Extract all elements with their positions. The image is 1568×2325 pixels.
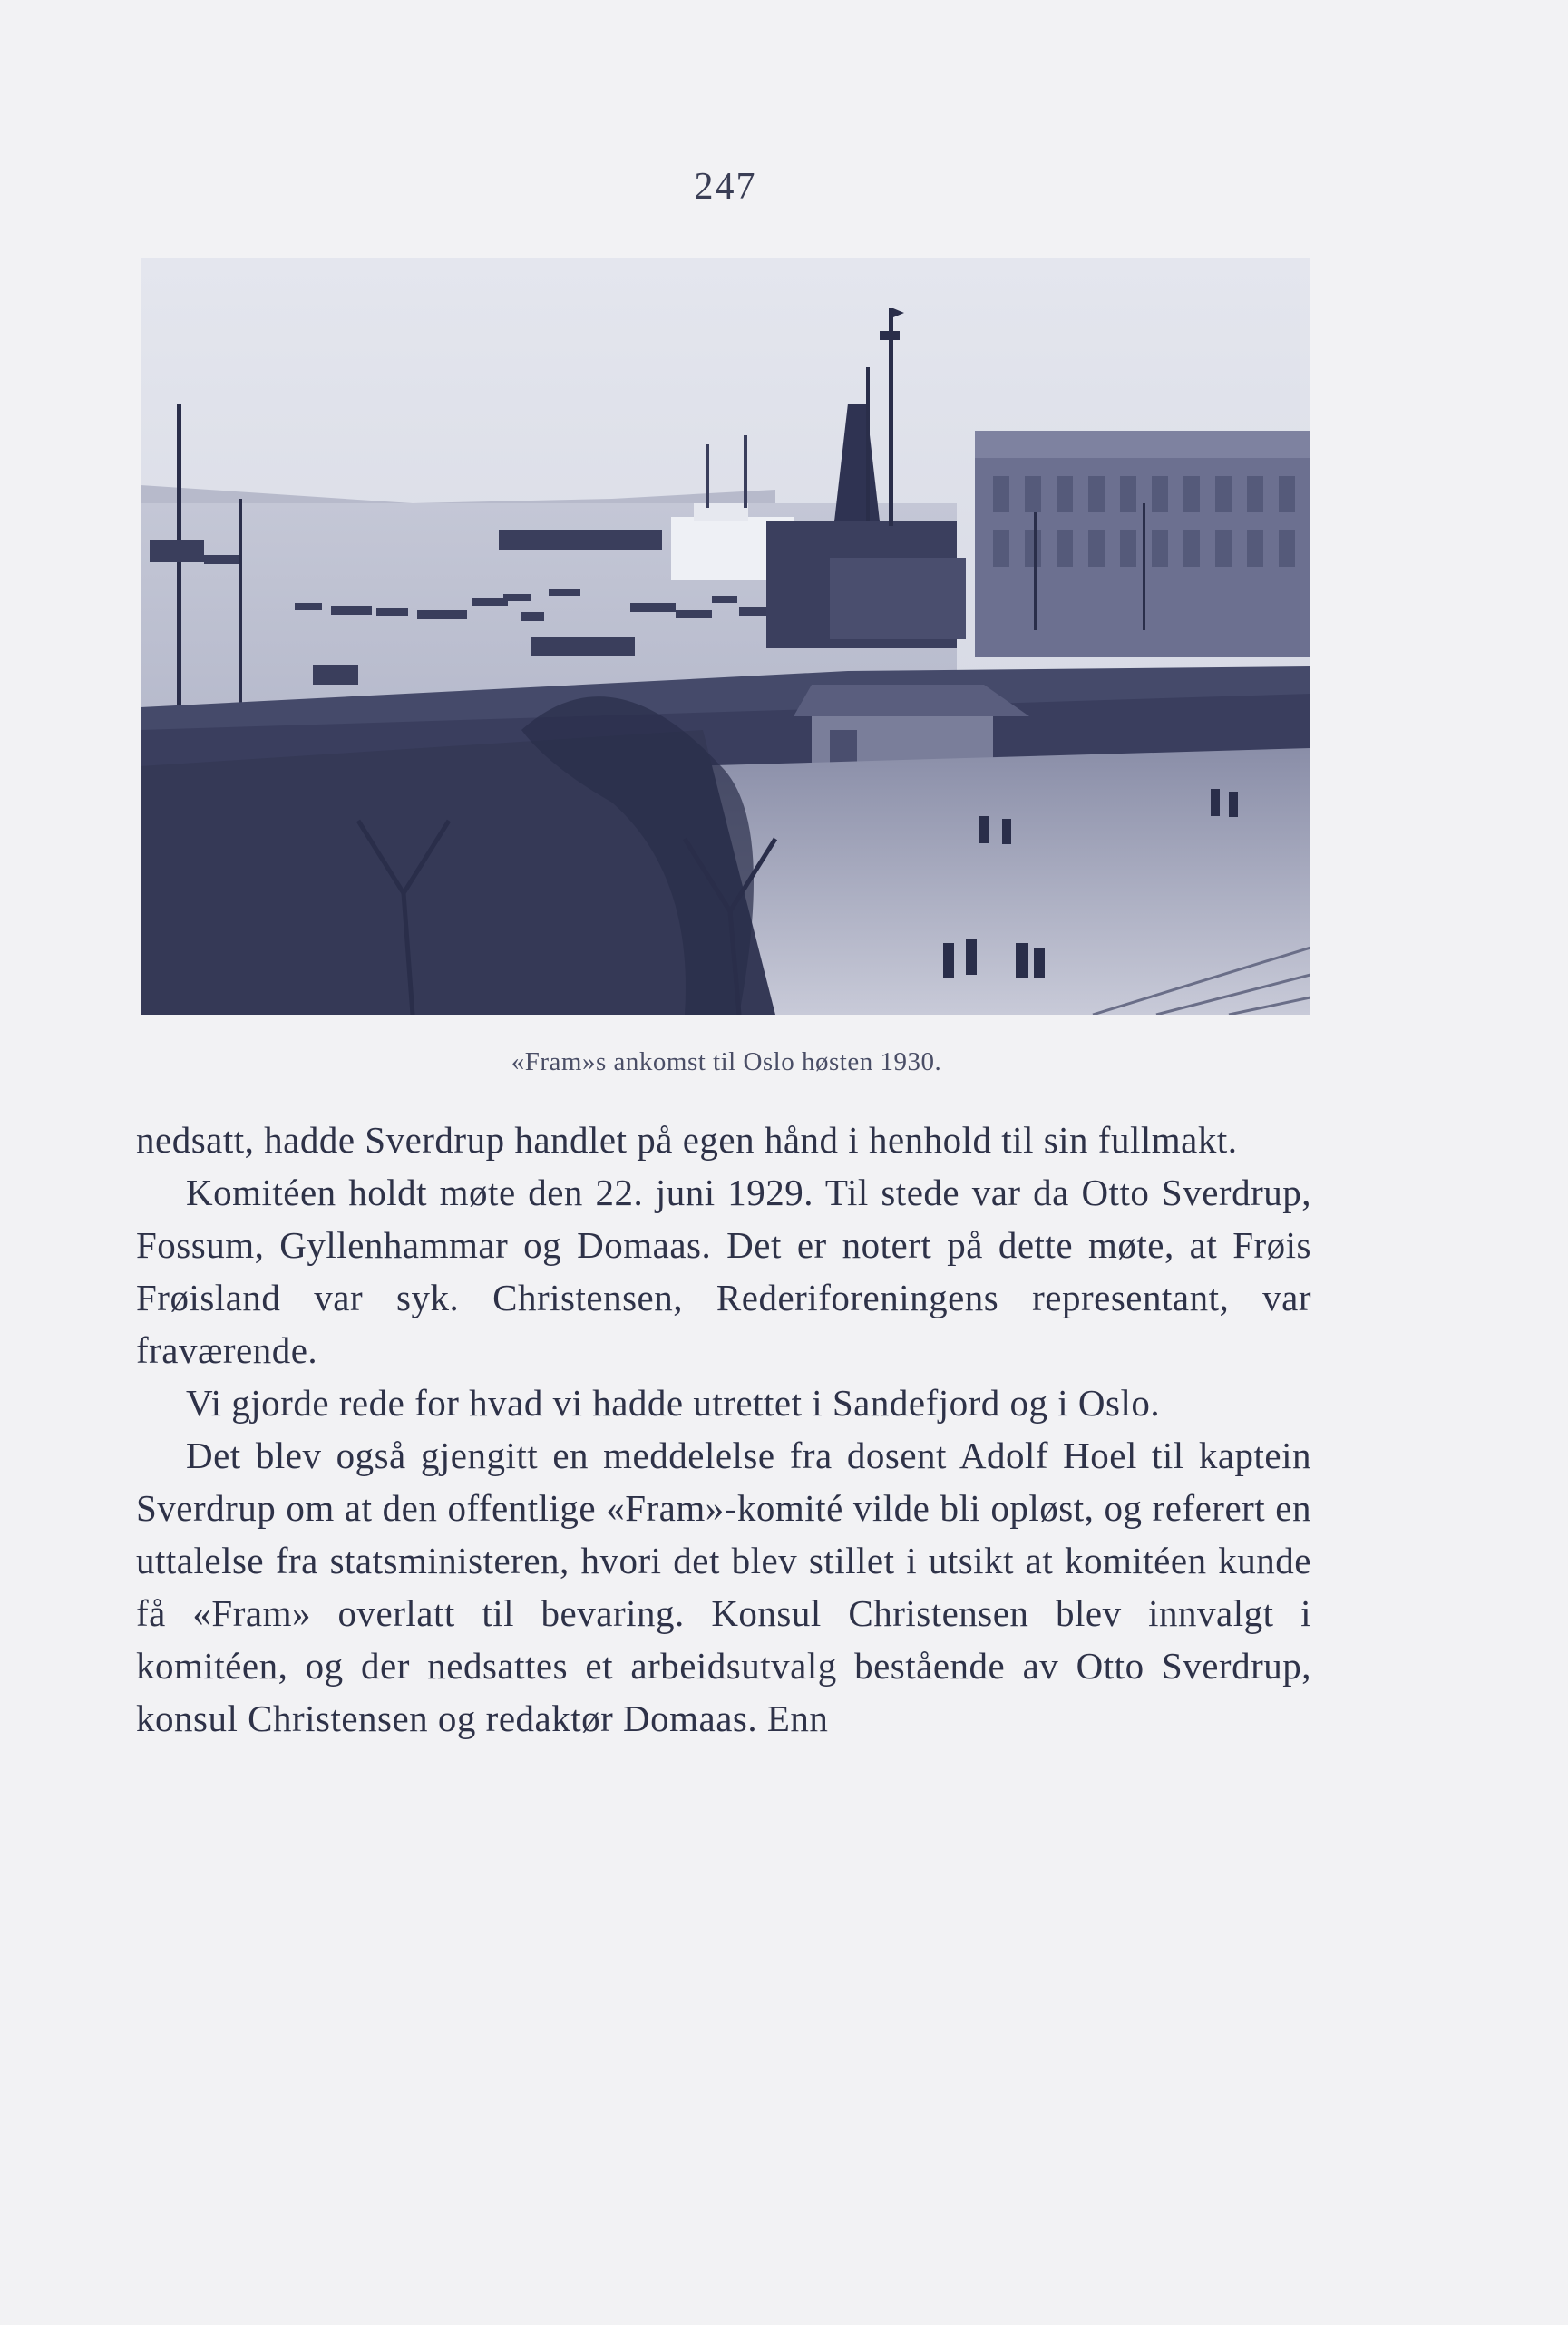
harbor-photo-illustration — [141, 258, 1310, 1015]
paragraph-4: Det blev også gjengitt en meddelelse fra dosent Adolf Hoel til kaptein Sverdrup om at den offentlige «Fram»-komité vilde bli opløst, og referert en uttalelse fra statsministeren, hvori det blev stillet i utsikt at komitéen kunde få «Fram» overlatt til bevaring. Konsul Christensen blev innvalgt i komitéen, og der nedsattes et arbeidsutvalg bestående av Otto Sverdrup, konsul Christensen og redaktør Domaas. Enn — [136, 1435, 1311, 1739]
harbor-photo — [141, 258, 1310, 1015]
photo-caption: «Fram»s ankomst til Oslo høsten 1930. — [511, 1047, 942, 1076]
paragraph-3: Vi gjorde rede for hvad vi hadde utrettet i Sandefjord og i Oslo. — [186, 1382, 1161, 1424]
body-text — [136, 1114, 1311, 1745]
paragraph-2: Komitéen holdt møte den 22. juni 1929. Til stede var da Otto Sverdrup, Fossum, Gyllenhammar og Domaas. Det er notert på dette møte, at Frøis Frøisland var syk. Christensen, Rederiforeningens representant, var fraværende. — [136, 1172, 1311, 1371]
paragraph-1: nedsatt, hadde Sverdrup handlet på egen hånd i henhold til sin fullmakt. — [136, 1119, 1238, 1161]
page-number: 247 — [694, 166, 757, 208]
